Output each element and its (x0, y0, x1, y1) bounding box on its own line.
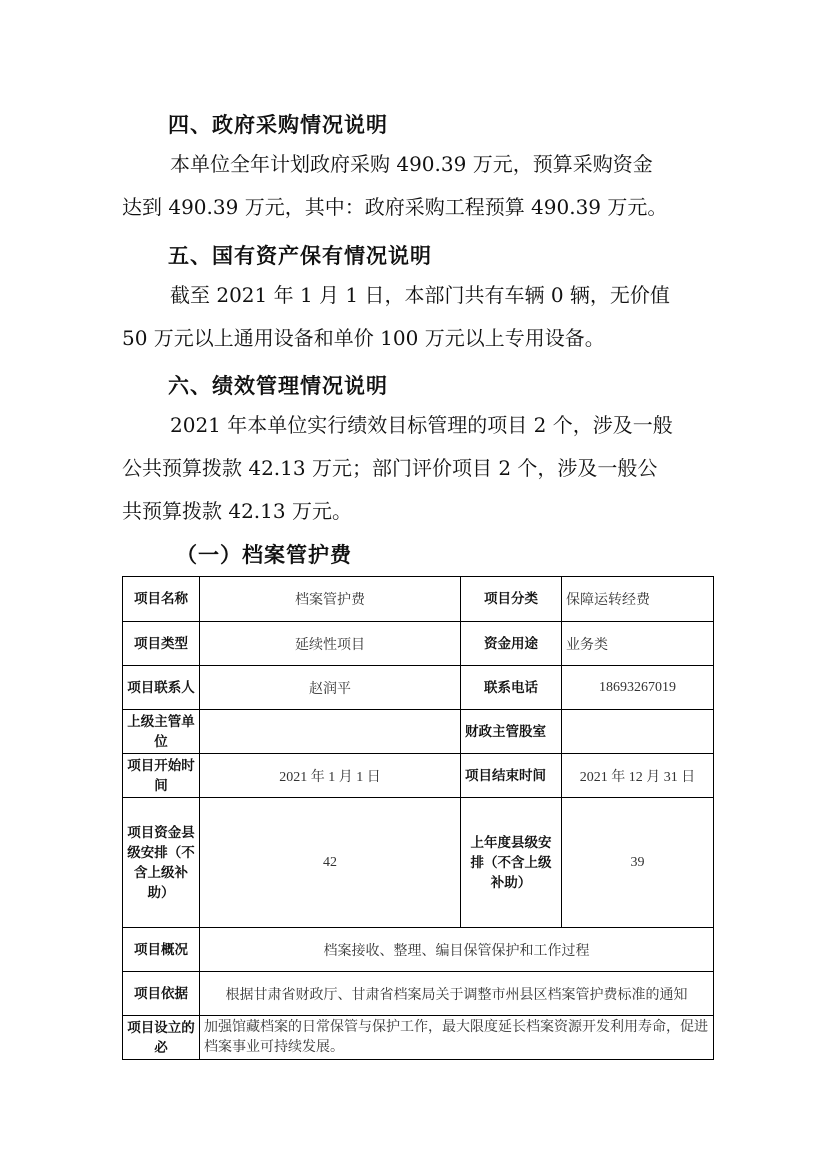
project-category-label: 项目分类 (461, 577, 562, 622)
project-overview-value: 档案接收、整理、编目保管保护和工作过程 (200, 928, 714, 972)
finance-office-value (562, 710, 714, 754)
previous-year-funds-label: 上年度县级安排（不含上级补助） (461, 798, 562, 928)
previous-year-funds-value: 39 (562, 798, 714, 928)
superior-unit-value (200, 710, 461, 754)
procurement-line-2: 达到 490.39 万元，其中：政府采购工程预算 490.39 万元。 (122, 195, 668, 219)
table-row (123, 798, 714, 928)
county-funds-value: 42 (200, 798, 461, 928)
performance-line-3: 共预算拨款 42.13 万元。 (122, 499, 352, 523)
section-heading-procurement: 四、政府采购情况说明 (168, 113, 388, 137)
project-name-value: 档案管护费 (200, 577, 461, 622)
section-heading-assets: 五、国有资产保有情况说明 (168, 244, 432, 268)
end-time-label: 项目结束时间 (461, 754, 562, 798)
project-title: （一）档案管护费 (176, 543, 352, 567)
fund-purpose-label: 资金用途 (461, 622, 562, 666)
start-time-label: 项目开始时间 (123, 754, 200, 798)
assets-line-2: 50 万元以上通用设备和单价 100 万元以上专用设备。 (122, 326, 605, 350)
table-row (123, 710, 714, 754)
performance-paragraph (122, 404, 707, 533)
procurement-line-1: 本单位全年计划政府采购 490.39 万元，预算采购资金 (170, 152, 653, 176)
performance-line-1: 2021 年本单位实行绩效目标管理的项目 2 个，涉及一般 (170, 413, 673, 437)
project-basis-label: 项目依据 (123, 972, 200, 1016)
end-time-value: 2021 年 12 月 31 日 (562, 754, 714, 798)
performance-line-2: 公共预算拨款 42.13 万元；部门评价项目 2 个，涉及一般公 (122, 456, 658, 480)
project-necessity-value: 加强馆藏档案的日常保管与保护工作，最大限度延长档案资源开发利用寿命，促进档案事业可持续发展。 (200, 1016, 714, 1060)
project-basis-value: 根据甘肃省财政厅、甘肃省档案局关于调整市州县区档案管护费标准的通知 (200, 972, 714, 1016)
fund-purpose-value: 业务类 (562, 622, 714, 666)
table-row (123, 754, 714, 798)
project-category-value: 保障运转经费 (562, 577, 714, 622)
table-row (123, 1016, 714, 1060)
start-time-value: 2021 年 1 月 1 日 (200, 754, 461, 798)
procurement-paragraph (122, 143, 707, 229)
finance-office-label: 财政主管股室 (461, 710, 562, 754)
assets-paragraph (122, 274, 707, 360)
table-row (123, 577, 714, 622)
contact-person-label: 项目联系人 (123, 666, 200, 710)
table-row (123, 972, 714, 1016)
assets-line-1: 截至 2021 年 1 月 1 日，本部门共有车辆 0 辆，无价值 (170, 283, 670, 307)
contact-phone-label: 联系电话 (461, 666, 562, 710)
project-type-value: 延续性项目 (200, 622, 461, 666)
project-table (122, 576, 714, 1060)
section-heading-performance: 六、绩效管理情况说明 (168, 374, 388, 398)
project-name-label: 项目名称 (123, 577, 200, 622)
contact-phone-value: 18693267019 (562, 666, 714, 710)
contact-person-value: 赵润平 (200, 666, 461, 710)
superior-unit-label: 上级主管单位 (123, 710, 200, 754)
table-row (123, 666, 714, 710)
project-type-label: 项目类型 (123, 622, 200, 666)
county-funds-label: 项目资金县级安排（不含上级补助） (123, 798, 200, 928)
project-overview-label: 项目概况 (123, 928, 200, 972)
project-necessity-label: 项目设立的必 (123, 1016, 200, 1060)
table-row (123, 622, 714, 666)
table-row (123, 928, 714, 972)
